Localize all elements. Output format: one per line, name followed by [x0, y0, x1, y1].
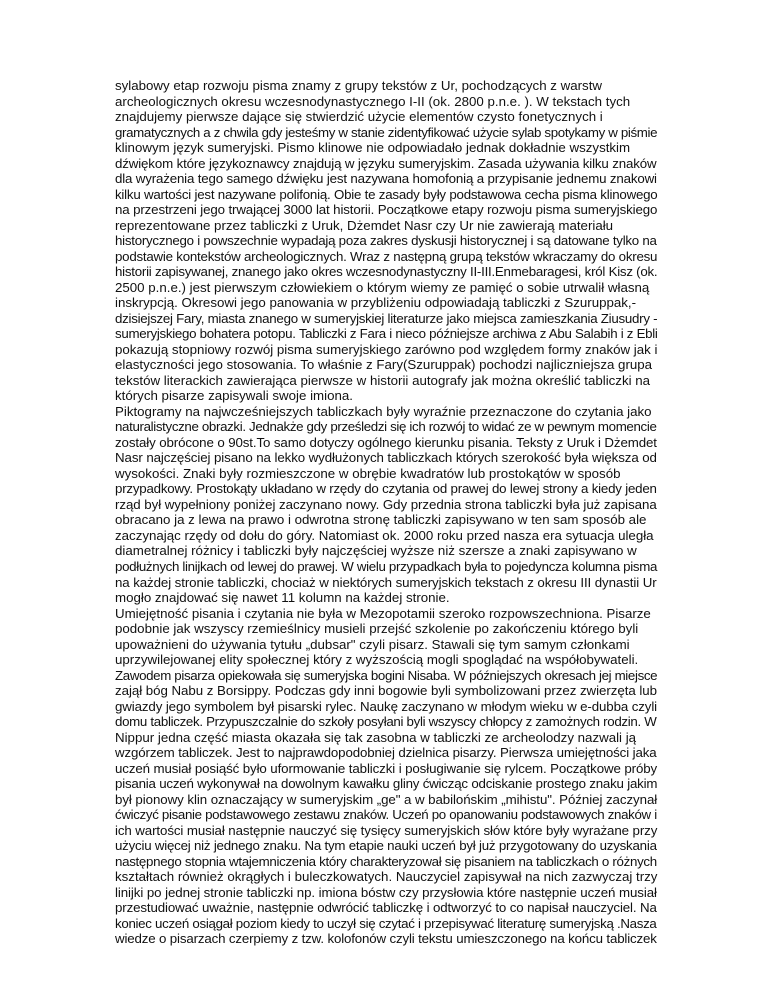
text-line: dla wyrażenia tego samego dźwięku jest nazywana homofonią a przypisanie jednemu znakowi — [115, 171, 657, 187]
text-line: był pionowy klin oznaczający w sumeryjskim „ge" a w babilońskim „mihistu". Później zaczynał — [115, 791, 658, 807]
text-line: wzgórzem tabliczek. Jest to najprawdopodobniej dzielnica pisarzy. Pierwsza umiejętności jaka — [115, 745, 657, 761]
text-line: ich wartości musiał następnie nauczyć się tysięcy sumeryjskich słów które były wyrażane przy — [115, 822, 658, 838]
text-line: Nippur jedna część miasta okazała się tak zasobna w tabliczki ze archeolodzy nazwali ją — [115, 729, 637, 745]
text-line: sylabowy etap rozwoju pisma znamy z grupy tekstów z Ur, pochodzących z warstw — [115, 78, 603, 93]
text-line: dzisiejszej Fary, miasta znanego w sumeryjskiej literaturze jako miejsca zamieszkania Ziusudry - — [115, 310, 658, 326]
text-line: kilku wartości jest nazywane polifonią. Obie te zasady były podstawowa cecha pisma klinowego — [115, 186, 658, 202]
text-line: reprezentowane przez tabliczki z Uruk, Dżemdet Nasr czy Ur nie zawierają materiału — [115, 217, 614, 233]
text-line: sumeryjskiego bohatera potopu. Tabliczki z Fara i nieco późniejsze archiwa z Abu Salabih i z Ebli — [115, 326, 658, 342]
text-line: zaczynając rzędy od dołu do góry. Natomiast ok. 2000 roku przed nasza era sytuacja uległa — [115, 527, 654, 543]
text-line: ćwiczyć pisanie podstawowego zestawu znaków. Uczeń po opanowaniu podstawowych znaków i — [115, 807, 657, 823]
text-line: na każdej stronie tabliczki, chociaż w niektórych sumeryjskich tekstach z okresu III dynastii Ur — [115, 574, 657, 590]
text-line: przestudiować uważnie, następnie odwrócić tabliczkę i odtworzyć to co napisał nauczyciel. Na — [115, 900, 657, 916]
text-line: podstawie kontekstów archeologicznych. Wraz z następną grupą tekstów wkraczamy do okresu — [115, 248, 658, 264]
text-line: historii zapisywanej, znanego jako okres wczesnodynastyczny II-III.Enmebaragesi, król Kisz (ok. — [115, 264, 658, 280]
text-line: 2500 p.n.e.) jest pierwszym człowiekiem o którym wiemy ze pamięć o sobie utrwalił własną — [115, 279, 650, 295]
text-line: obracano ja z lewa na prawo i odwrotna stronę tabliczki zapisywano w ten sam sposób ale — [115, 512, 647, 528]
text-line: gramatycznych a z chwila gdy jesteśmy w stanie zidentyfikować użycie sylab spotykamy w piśmie — [115, 124, 658, 140]
text-line: elastyczności jego stosowania. To właśnie z Fary(Szuruppak) pochodzi najliczniejsza grupa — [115, 357, 653, 373]
text-line: znajdujemy pierwsze dające się stwierdzić użycie elementów czysto fonetycznych i — [115, 109, 603, 125]
text-line: przypadkowy. Prostokąty układano w rzędy do czytania od prawej do lewej strony a kiedy jeden — [115, 481, 657, 497]
text-line: Zawodem pisarza opiekowała się sumeryjska bogini Nisaba. W późniejszych okresach jej miejsce — [115, 667, 658, 683]
text-line: dźwiękom które językoznawcy znajdują w języku sumeryjskim. Zasada używania kilku znaków — [115, 155, 657, 171]
text-line: których pisarze zapisywali swoje imiona. — [115, 388, 353, 404]
text-line: kształtach również okrągłych i buleczkowatych. Nauczyciel zapisywał na nich zazwyczaj trzy — [115, 869, 658, 885]
text-line: Nasr najczęściej pisano na lekko wydłużonych tabliczkach których szerokość była większa od — [115, 450, 657, 466]
text-line: gwiazdy jego symbolem był pisarski rylec. Naukę zaczynano w młodym wieku w e-dubba czyli — [115, 698, 658, 714]
text-line: użyciu więcej niż jednego znaku. Na tym etapie nauki uczeń był już przygotowany do uzyskania — [115, 838, 657, 854]
text-line: archeologicznych okresu wczesnodynastycznego I-II (ok. 2800 p.n.e. ). W tekstach tych — [115, 93, 631, 109]
text-line: naturalistyczne obrazki. Jednakże gdy prześledzi się ich rozwój to widać ze w pewnym momencie — [115, 419, 657, 435]
text-line: zostały obrócone o 90st.To samo dotyczy ogólnego kierunku pisania. Teksty z Uruk i Dżemdet — [115, 434, 657, 450]
text-line: na przestrzeni jego trwającej 3000 lat historii. Początkowe etapy rozwoju pisma sumeryjskiego — [115, 202, 658, 218]
text-line: domu tabliczek. Przypuszczalnie do szkoły posyłani byli wszyscy chłopcy z zamożnych rodzin. W — [115, 714, 657, 730]
text-line: upoważnieni do używania tytułu „dubsar" czyli pisarz. Stawali się tym samym członkami — [115, 636, 630, 652]
text-line: diametralnej różnicy i tabliczki były najczęściej wyższe niż szersze a znaki zapisywano w — [115, 543, 637, 559]
text-line: zajął bóg Nabu z Borsippy. Podczas gdy inni bogowie byli symbolizowani przez zwierzęta lub — [115, 683, 657, 699]
text-line: uprzywilejowanej elity społecznej który z wyższością mogli spoglądać na współobywateli. — [115, 652, 639, 668]
text-line: Piktogramy na najwcześniejszych tabliczkach były wyraźnie przeznaczone do czytania jako — [115, 403, 652, 419]
text-line: koniec uczeń osiągał poziom kiedy to uczył się czytać i przepisywać literaturę sumeryjską .Nasza — [115, 915, 657, 931]
text-line: tekstów literackich zawierająca pierwsze w historii autografy jak można określić tabliczki na — [115, 372, 651, 388]
text-line: wiedze o pisarzach czerpiemy z tzw. kolofonów czyli tekstu umieszczonego na końcu tabliczek — [115, 931, 657, 947]
text-line: historycznego i powszechnie wypadają poza zakres dyskusji historycznej i są datowane tylko na — [115, 233, 657, 249]
text-line: uczeń musiał posiąść było uformowanie tabliczki i posługiwanie się rylcem. Początkowe próby — [115, 760, 658, 776]
document-body-text — [115, 78, 658, 947]
text-line: mogło znajdować się nawet 11 kolumn na każdej stronie. — [115, 590, 450, 606]
text-line: klinowym język sumeryjski. Pismo klinowe nie odpowiadało jednak dokładnie wszystkim — [115, 140, 631, 156]
text-line: pisania uczeń wykonywał na dowolnym kawałku gliny ćwicząc odciskanie prostego znaku jakim — [115, 776, 658, 792]
text-line: wysokości. Znaki były rozmieszczone w obrębie kwadratów lub prostokątów w sposób — [115, 465, 621, 481]
text-line: następnego stopnia wtajemniczenia który charakteryzował się pisaniem na tabliczkach o różnych — [115, 853, 657, 869]
text-line: podłużnych linijkach od lewej do prawej. W wielu przypadkach była to pojedyncza kolumna pisma — [115, 558, 658, 574]
text-line: Umiejętność pisania i czytania nie była w Mezopotamii szeroko rozpowszechniona. Pisarze — [115, 605, 651, 621]
text-line: pokazują stopniowy rozwój pisma sumeryjskiego zarówno pod względem formy znaków jak i — [115, 341, 658, 357]
text-line: linijki po jednej stronie tabliczki np. imiona bóstw czy przysłowia które następnie uczeń musiał — [115, 884, 657, 900]
text-line: rząd był wypełniony poniżej zaczynano nowy. Gdy przednia strona tabliczki była już zapisana — [115, 496, 657, 512]
text-line: inskrypcją. Okresowi jego panowania w przybliżeniu odpowiadają tabliczki z Szuruppak,- — [115, 295, 637, 311]
text-line: podobnie jak wszyscy rzemieślnicy musieli przejść szkolenie po zakończeniu którego byli — [115, 621, 639, 637]
